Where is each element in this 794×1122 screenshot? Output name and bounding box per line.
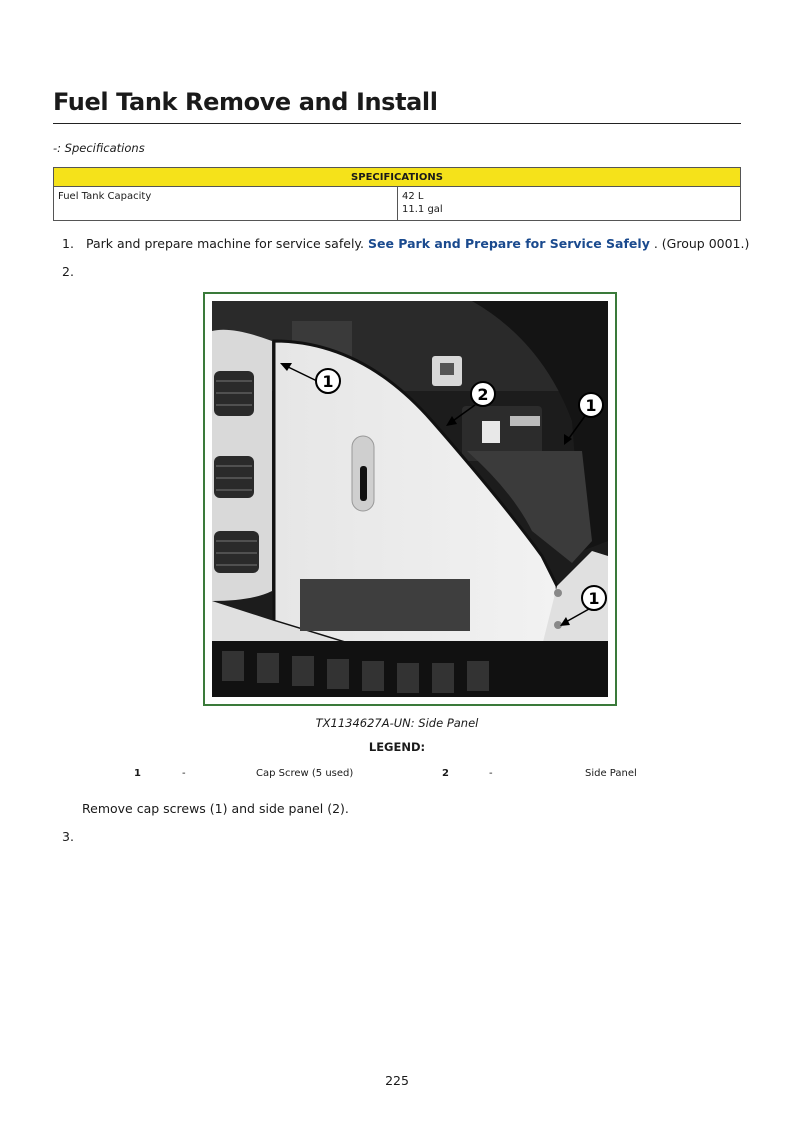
svg-text:2: 2 xyxy=(477,385,489,404)
legend-title: LEGEND: xyxy=(368,740,426,754)
spec-value-metric: 42 L xyxy=(402,191,424,202)
page-number: 225 xyxy=(385,1073,409,1088)
specifications-table xyxy=(53,167,741,221)
park-and-prepare-link[interactable]: See Park and Prepare for Service Safely xyxy=(367,236,650,251)
legend-item-2-number: 2 xyxy=(442,768,449,779)
svg-text:1: 1 xyxy=(585,396,597,415)
step-3 xyxy=(62,828,82,846)
side-panel-photo xyxy=(212,301,608,697)
callout-2 xyxy=(471,382,495,406)
specifications-caption: -: Specifications xyxy=(53,141,145,155)
step-number: 1. xyxy=(62,236,74,251)
step-2-instruction: Remove cap screws (1) and side panel (2). xyxy=(82,801,349,816)
side-panel-figure xyxy=(203,292,617,706)
step-text-suffix: . (Group 0001.) xyxy=(653,236,750,251)
callout-1-right xyxy=(579,393,603,417)
legend-item-2-dash: - xyxy=(489,768,493,779)
spec-label-cell: Fuel Tank Capacity xyxy=(54,187,398,221)
callout-1-bottom xyxy=(582,586,606,610)
step-number: 2. xyxy=(62,264,74,279)
legend-item-1-label: Cap Screw (5 used) xyxy=(256,768,354,779)
legend-item-2-label: Side Panel xyxy=(585,768,637,779)
legend-item-1-dash: - xyxy=(182,768,186,779)
spec-value-cell xyxy=(398,187,741,221)
svg-text:1: 1 xyxy=(588,589,600,608)
callout-1-top-left xyxy=(316,369,340,393)
table-row xyxy=(54,187,741,221)
step-1 xyxy=(62,235,749,253)
step-number: 3. xyxy=(62,829,74,844)
spec-value-imperial: 11.1 gal xyxy=(402,204,443,215)
legend-item-1-number: 1 xyxy=(134,768,141,779)
svg-text:1: 1 xyxy=(322,372,334,391)
page-title: Fuel Tank Remove and Install xyxy=(53,86,741,124)
step-2 xyxy=(62,263,82,281)
specifications-header: SPECIFICATIONS xyxy=(54,168,741,187)
figure-caption: TX1134627A-UN: Side Panel xyxy=(315,716,479,730)
step-text: Park and prepare machine for service safely. xyxy=(85,236,364,251)
